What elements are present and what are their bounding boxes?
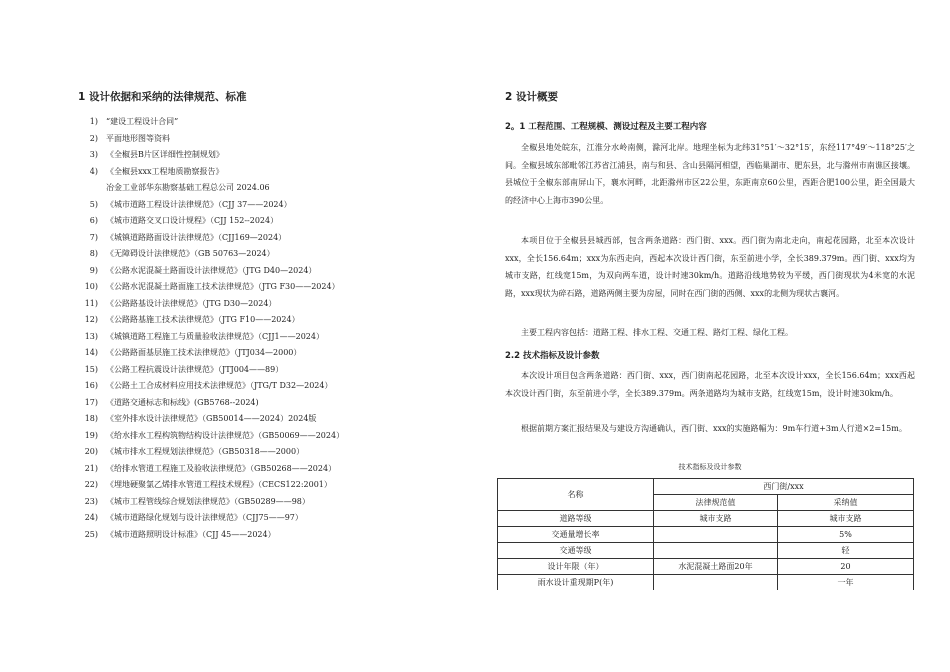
reference-item: 18) 《室外排水设计法律规范》（GB50014——2024）2024版 — [84, 414, 317, 423]
reference-item: 17) 《道路交通标志和标线》(GB5768--2024) — [84, 397, 259, 407]
table-header-standard: 法律规范值 — [654, 495, 778, 511]
paragraph-location: 全椒县地处皖东，江淮分水岭南侧，滁河北岸。地理坐标为北纬31°51′～32°15′，东经117°49′～118°25′之间。全椒县域东部毗邻江苏省江浦县，南与和县、含山县隔河相望，西临巢湖市、肥东县，北与滁州市南谯区接壤。县城位于全椒东部南屏山下，襄水河畔，北距滁州市区22公里，东距南京60公里，西距合肥100公里，距全国最大的经济中心上海市390公里。 — [505, 143, 915, 205]
reference-item: 20) 《城市排水工程规划法律规范》（GB50318——2000） — [84, 447, 305, 456]
paragraph-scope: 主要工程内容包括：道路工程、排水工程、交通工程、路灯工程、绿化工程。 — [521, 328, 793, 337]
spec-table — [497, 478, 914, 590]
reference-item: 15) 《公路工程抗震设计法律规范》（JTJ004——89） — [84, 364, 284, 374]
table-caption: 技术指标及设计参数 — [678, 463, 742, 471]
reference-item: 14) 《公路路面基层施工技术法律规范》（JTJ034—2000） — [84, 348, 302, 357]
paragraph-cross-section: 根据前期方案汇报结果及与建设方沟通确认，西门街、xxx的实施路幅为：9m车行道+3m人行道×2=15m。 — [521, 424, 907, 433]
section2-title: 2 设计概要 — [505, 91, 558, 103]
reference-item: 25) 《城市道路照明设计标准》（CJJ 45——2024） — [84, 529, 276, 539]
reference-item: 22) 《埋地硬聚氯乙烯排水管道工程技术规程》（CECS122:2001） — [84, 480, 332, 489]
reference-item: 10) 《公路水泥混凝土路面施工技术法律规范》（JTG F30——2024） — [84, 282, 340, 291]
reference-item: 6) 《城市道路交叉口设计规程》（CJJ 152--2024） — [89, 216, 279, 225]
reference-list — [78, 114, 344, 543]
reference-item: 9) 《公路水泥混凝土路面设计法律规范》（JTG D40—2024） — [89, 265, 317, 275]
paragraph-project: 本项目位于全椒县县城西部，包含两条道路：西门街、xxx。西门街为南北走向，南起花园路，北至本次设计xxx，全长156.64m；xxx为东西走向，西起本次设计西门街，东至前进小学，全长389.379m。西门街、xxx均为城市支路，红线宽15m，为双向两车道，设计时速30km/h。道路沿线地势较为平缓，西门街现状为4米宽的水泥路，xxx现状为碎石路，道路两侧主要为房屋，同时在西门街的西侧、xxx的北侧为现状古襄河。 — [505, 236, 915, 298]
reference-item: 11) 《公路路基设计法律规范》（JTG D30—2024） — [84, 298, 277, 308]
table-row: 设计年限（年） 水泥混凝土路面20年 20 — [498, 559, 914, 575]
reference-item: 24) 《城市道路绿化规划与设计法律规范》（CJJ75——97） — [84, 513, 303, 522]
subsection-2-1-title: 2。1 工程范围、工程规模、测设过程及主要工程内容 — [505, 122, 707, 132]
subsection-2-2-title: 2.2 技术指标及设计参数 — [505, 351, 600, 361]
table-header-group: 西门街/xxx — [654, 479, 914, 495]
reference-item: 12) 《公路路基施工技术法律规范》（JTG F10——2024） — [84, 315, 300, 324]
table-row: 交通量增长率 5% — [498, 527, 914, 543]
table-row: 交通等级 轻 — [498, 543, 914, 559]
table-header-adopted: 采纳值 — [778, 495, 914, 511]
reference-item: 3) 《全椒县B片区详细性控制规划》 — [89, 150, 224, 159]
reference-item: 1) “建设工程设计合同” — [89, 117, 179, 126]
reference-item: 23) 《城市工程管线综合规划法律规范》（GB50289——98） — [84, 496, 310, 506]
table-row: 雨水设计重现期P(年) 一年 — [498, 575, 914, 591]
reference-item: 冶金工业部华东勘察基础工程总公司 2024.06 — [106, 183, 270, 192]
reference-item: 19) 《给水排水工程构筑物结构设计法律规范》（GB50069——2024） — [84, 430, 345, 440]
reference-item: 13) 《城镇道路工程施工与质量验收法律规范》（CJJ1——2024） — [84, 331, 324, 341]
reference-item: 4) 《全椒县xxx工程地质勘察报告》 — [89, 166, 224, 176]
reference-item: 21) 《给排水管道工程施工及验收法律规范》（GB50268——2024） — [84, 463, 337, 473]
table-header-name: 名称 — [498, 479, 654, 511]
reference-item: 7) 《城镇道路路面设计法律规范》（CJJ169—2024） — [89, 232, 287, 242]
reference-item: 5) 《城市道路工程设计法律规范》（CJJ 37——2024） — [89, 199, 292, 209]
table-row: 道路等级 城市支路 城市支路 — [498, 511, 914, 527]
reference-item: 2) 平面地形图等资料 — [89, 133, 170, 143]
reference-item: 16) 《公路土工合成材料应用技术法律规范》（JTG/T D32—2024） — [84, 381, 333, 390]
reference-item: 8) 《无障碍设计法律规范》（GB 50763—2024） — [89, 249, 275, 258]
paragraph-parameters: 本次设计项目包含两条道路：西门街、xxx，西门街南起花园路，北至本次设计xxx，全长156.64m；xxx西起本次设计西门街，东至前进小学，全长389.379m。两条道路均为城市支路，红线宽15m，设计时速30km/h。 — [505, 371, 915, 398]
section1-title: 1 设计依据和采纳的法律规范、标准 — [78, 91, 247, 103]
